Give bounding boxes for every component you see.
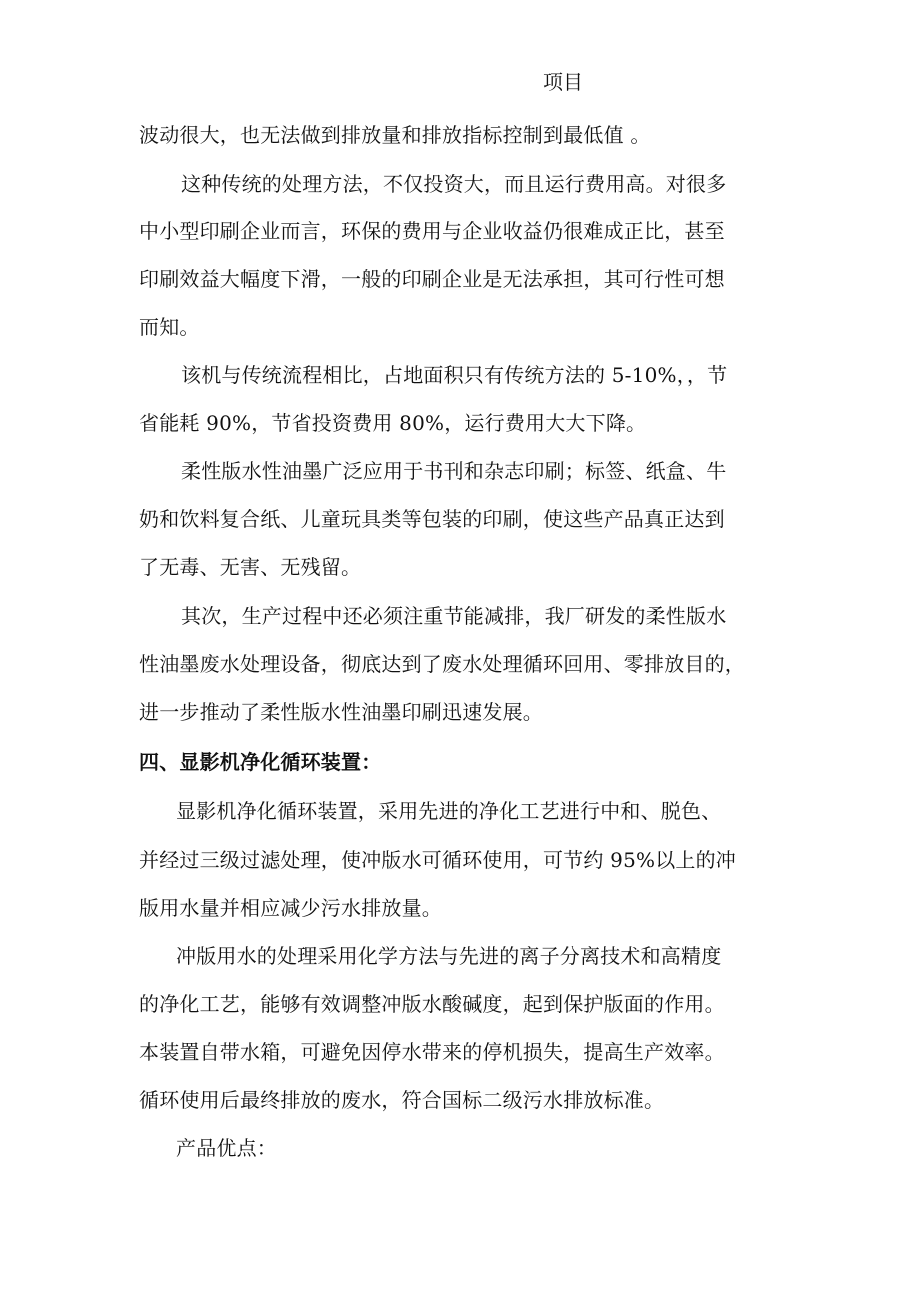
paragraph-line: 了无毒、无害、无残留。 — [139, 555, 362, 579]
page-header: 项目 — [543, 70, 583, 94]
paragraph-line: 这种传统的处理方法，不仅投资大，而且运行费用高。对很多 — [181, 172, 727, 196]
paragraph-line: 并经过三级过滤处理，使冲版水可循环使用，可节约 95%以上的冲 — [139, 848, 737, 872]
paragraph-line: 冲版用水的处理采用化学方法与先进的离子分离技术和高精度 — [176, 944, 722, 968]
paragraph-line: 版用水量并相应减少污水排放量。 — [139, 896, 442, 920]
paragraph-line: 中小型印刷企业而言，环保的费用与企业收益仍很难成正比，甚至 — [139, 219, 725, 243]
paragraph-line: 本装置自带水箱，可避免因停水带来的停机损失，提高生产效率。 — [139, 1040, 725, 1064]
paragraph-line: 奶和饮料复合纸、儿童玩具类等包装的印刷，使这些产品真正达到 — [139, 507, 725, 531]
paragraph-line: 产品优点： — [176, 1136, 277, 1160]
paragraph-line: 循环使用后最终排放的废水，符合国标二级污水排放标准。 — [139, 1088, 665, 1112]
paragraph-line: 的净化工艺，能够有效调整冲版水酸碱度，起到保护版面的作用。 — [139, 992, 725, 1016]
paragraph-line: 柔性版水性油墨广泛应用于书刊和杂志印刷；标签、纸盒、牛 — [181, 459, 727, 483]
paragraph-line: 进一步推动了柔性版水性油墨印刷迅速发展。 — [139, 700, 543, 724]
paragraph-line: 而知。 — [139, 315, 200, 339]
paragraph-line: 性油墨废水处理设备，彻底达到了废水处理循环回用、零排放目的， — [139, 652, 745, 676]
body-line: 波动很大，也无法做到排放量和排放指标控制到最低值 。 — [139, 123, 651, 147]
paragraph-line: 印刷效益大幅度下滑，一般的印刷企业是无法承担，其可行性可想 — [139, 267, 725, 291]
paragraph-line: 显影机净化循环装置，采用先进的净化工艺进行中和、脱色、 — [176, 799, 722, 823]
paragraph-line: 其次，生产过程中还必须注重节能减排，我厂研发的柔性版水 — [181, 604, 727, 628]
section-heading: 四、显影机净化循环装置： — [139, 750, 382, 774]
paragraph-line: 该机与传统流程相比，占地面积只有传统方法的 5-10%，，节 — [181, 363, 728, 387]
paragraph-line: 省能耗 90%，节省投资费用 80%，运行费用大大下降。 — [139, 411, 647, 435]
